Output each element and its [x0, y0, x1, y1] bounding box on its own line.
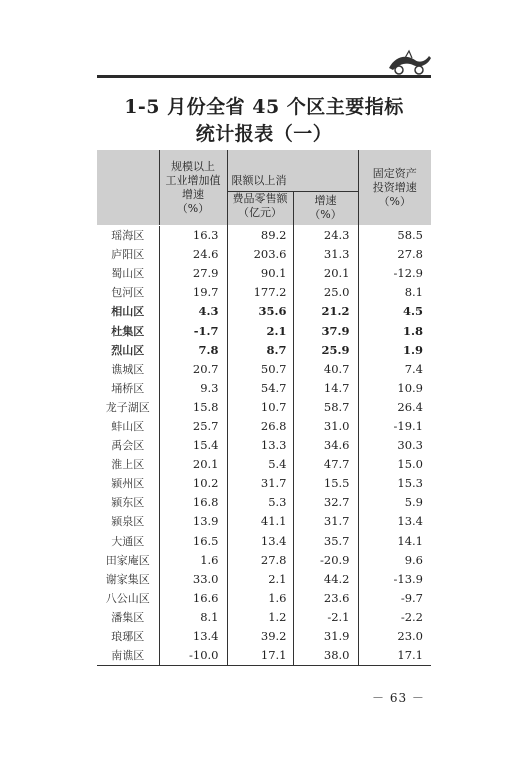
industrial-growth-cell: 19.7: [159, 283, 227, 302]
consumer-growth-cell: 58.7: [293, 397, 358, 416]
investment-growth-cell: -12.9: [358, 264, 431, 283]
consumer-sales-cell: 2.1: [227, 321, 293, 340]
investment-growth-cell: 8.1: [358, 283, 431, 302]
header-consumer-sales: 费品零售额 （亿元）: [227, 191, 293, 225]
stats-table: [97, 150, 431, 666]
consumer-growth-cell: 31.9: [293, 626, 358, 645]
consumer-sales-cell: 13.4: [227, 531, 293, 550]
investment-growth-cell: 1.9: [358, 340, 431, 359]
industrial-growth-cell: 33.0: [159, 569, 227, 588]
investment-growth-cell: 4.5: [358, 302, 431, 321]
consumer-sales-cell: 26.8: [227, 416, 293, 435]
investment-growth-cell: -19.1: [358, 416, 431, 435]
investment-growth-cell: -13.9: [358, 569, 431, 588]
consumer-sales-cell: 90.1: [227, 264, 293, 283]
consumer-sales-cell: 5.4: [227, 455, 293, 474]
table-row: [97, 474, 431, 493]
investment-growth-cell: 7.4: [358, 359, 431, 378]
header-investment-growth: 固定资产 投资增速 （%）: [358, 150, 431, 225]
district-name: 龙子湖区: [105, 400, 150, 414]
consumer-growth-cell: 20.1: [293, 264, 358, 283]
consumer-sales-cell: 41.1: [227, 512, 293, 531]
consumer-sales-cell: 1.6: [227, 588, 293, 607]
district-name: 颍泉区: [111, 515, 145, 529]
table-row: [97, 646, 431, 666]
industrial-growth-cell: 16.5: [159, 531, 227, 550]
consumer-sales-cell: 89.2: [227, 225, 293, 245]
table-row: [97, 588, 431, 607]
district-name: 颍州区: [111, 477, 145, 491]
investment-growth-cell: 13.4: [358, 512, 431, 531]
header-industrial-growth: 规模以上 工业增加值 增速 （%）: [159, 150, 227, 225]
consumer-growth-cell: 31.0: [293, 416, 358, 435]
consumer-sales-cell: 5.3: [227, 493, 293, 512]
consumer-growth-cell: 34.6: [293, 436, 358, 455]
logo-icon: [385, 48, 433, 76]
table-row: [97, 626, 431, 645]
consumer-growth-cell: -2.1: [293, 607, 358, 626]
industrial-growth-cell: 24.6: [159, 245, 227, 264]
district-name: 八公山区: [105, 591, 150, 605]
table-row: [97, 378, 431, 397]
industrial-growth-cell: 10.2: [159, 474, 227, 493]
district-name: 蜀山区: [111, 267, 145, 281]
table-row: [97, 359, 431, 378]
consumer-growth-cell: 37.9: [293, 321, 358, 340]
consumer-growth-cell: 21.2: [293, 302, 358, 321]
consumer-growth-cell: 25.0: [293, 283, 358, 302]
consumer-sales-cell: 31.7: [227, 474, 293, 493]
consumer-sales-cell: 8.7: [227, 340, 293, 359]
industrial-growth-cell: 7.8: [159, 340, 227, 359]
table-row: [97, 225, 431, 245]
district-name: 谢家集区: [105, 572, 150, 586]
industrial-growth-cell: 4.3: [159, 302, 227, 321]
header-consumer-growth: 增速 （%）: [293, 191, 358, 225]
investment-growth-cell: 27.8: [358, 245, 431, 264]
consumer-sales-cell: 10.7: [227, 397, 293, 416]
industrial-growth-cell: 13.9: [159, 512, 227, 531]
industrial-growth-cell: 13.4: [159, 626, 227, 645]
table-row: [97, 436, 431, 455]
district-name: 琅琊区: [111, 630, 145, 644]
district-name: 相山区: [111, 305, 145, 319]
consumer-sales-cell: 35.6: [227, 302, 293, 321]
industrial-growth-cell: 27.9: [159, 264, 227, 283]
consumer-sales-cell: 54.7: [227, 378, 293, 397]
top-rule: [97, 75, 431, 78]
industrial-growth-cell: 20.7: [159, 359, 227, 378]
district-name: 蚌山区: [111, 419, 145, 433]
table-row: [97, 416, 431, 435]
table-row: [97, 321, 431, 340]
consumer-sales-cell: 1.2: [227, 607, 293, 626]
consumer-growth-cell: -20.9: [293, 550, 358, 569]
table-body: [97, 225, 431, 665]
investment-growth-cell: -9.7: [358, 588, 431, 607]
page-title-line1: 1-5 月份全省 45 个区主要指标: [124, 96, 404, 118]
table-row: [97, 607, 431, 626]
consumer-sales-cell: 50.7: [227, 359, 293, 378]
district-name: 庐阳区: [111, 248, 145, 262]
district-name: 大通区: [111, 534, 145, 548]
consumer-growth-cell: 24.3: [293, 225, 358, 245]
consumer-sales-cell: 177.2: [227, 283, 293, 302]
industrial-growth-cell: 15.4: [159, 436, 227, 455]
consumer-growth-cell: 32.7: [293, 493, 358, 512]
industrial-growth-cell: -1.7: [159, 321, 227, 340]
page-number: － 63 －: [372, 691, 425, 705]
table-row: [97, 455, 431, 474]
header-district: [97, 150, 159, 225]
industrial-growth-cell: 16.6: [159, 588, 227, 607]
table-row: [97, 569, 431, 588]
investment-growth-cell: 10.9: [358, 378, 431, 397]
district-name: 埇桥区: [111, 381, 145, 395]
district-name: 瑶海区: [111, 229, 145, 243]
consumer-growth-cell: 38.0: [293, 646, 358, 666]
district-name: 禹会区: [111, 439, 145, 453]
table-row: [97, 531, 431, 550]
investment-growth-cell: 5.9: [358, 493, 431, 512]
table-row: [97, 283, 431, 302]
consumer-growth-cell: 31.7: [293, 512, 358, 531]
consumer-growth-cell: 25.9: [293, 340, 358, 359]
consumer-sales-cell: 17.1: [227, 646, 293, 666]
consumer-growth-cell: 23.6: [293, 588, 358, 607]
consumer-growth-cell: 35.7: [293, 531, 358, 550]
consumer-sales-cell: 2.1: [227, 569, 293, 588]
district-name: 南谯区: [97, 646, 159, 666]
district-name: 田家庵区: [105, 553, 150, 567]
district-name: 包河区: [111, 286, 145, 300]
table-row: [97, 550, 431, 569]
table-row: [97, 245, 431, 264]
district-name: 谯城区: [111, 362, 145, 376]
industrial-growth-cell: 16.3: [159, 225, 227, 245]
industrial-growth-cell: 8.1: [159, 607, 227, 626]
investment-growth-cell: 9.6: [358, 550, 431, 569]
consumer-growth-cell: 14.7: [293, 378, 358, 397]
table-row: [97, 302, 431, 321]
district-name: 杜集区: [111, 324, 145, 338]
consumer-growth-cell: 15.5: [293, 474, 358, 493]
industrial-growth-cell: 1.6: [159, 550, 227, 569]
consumer-sales-cell: 13.3: [227, 436, 293, 455]
table-row: [97, 512, 431, 531]
investment-growth-cell: 30.3: [358, 436, 431, 455]
investment-growth-cell: 14.1: [358, 531, 431, 550]
consumer-sales-cell: 203.6: [227, 245, 293, 264]
consumer-growth-cell: 47.7: [293, 455, 358, 474]
investment-growth-cell: 23.0: [358, 626, 431, 645]
investment-growth-cell: 15.0: [358, 455, 431, 474]
investment-growth-cell: 1.8: [358, 321, 431, 340]
district-name: 潘集区: [111, 610, 145, 624]
industrial-growth-cell: -10.0: [159, 646, 227, 666]
consumer-growth-cell: 40.7: [293, 359, 358, 378]
table-row: [97, 340, 431, 359]
consumer-growth-cell: 44.2: [293, 569, 358, 588]
investment-growth-cell: 58.5: [358, 225, 431, 245]
consumer-sales-cell: 27.8: [227, 550, 293, 569]
table-row: [97, 397, 431, 416]
industrial-growth-cell: 25.7: [159, 416, 227, 435]
district-name: 烈山区: [111, 343, 145, 357]
table-row: [97, 264, 431, 283]
district-name: 淮上区: [111, 458, 145, 472]
investment-growth-cell: -2.2: [358, 607, 431, 626]
industrial-growth-cell: 15.8: [159, 397, 227, 416]
investment-growth-cell: 26.4: [358, 397, 431, 416]
consumer-growth-cell: 31.3: [293, 245, 358, 264]
industrial-growth-cell: 20.1: [159, 455, 227, 474]
industrial-growth-cell: 9.3: [159, 378, 227, 397]
investment-growth-cell: 17.1: [358, 646, 431, 666]
industrial-growth-cell: 16.8: [159, 493, 227, 512]
consumer-sales-cell: 39.2: [227, 626, 293, 645]
header-consumer-group: 限额以上消: [227, 150, 358, 191]
table-row: [97, 493, 431, 512]
district-name: 颍东区: [111, 496, 145, 510]
investment-growth-cell: 15.3: [358, 474, 431, 493]
page-title-line2: 统计报表（一）: [195, 123, 333, 145]
